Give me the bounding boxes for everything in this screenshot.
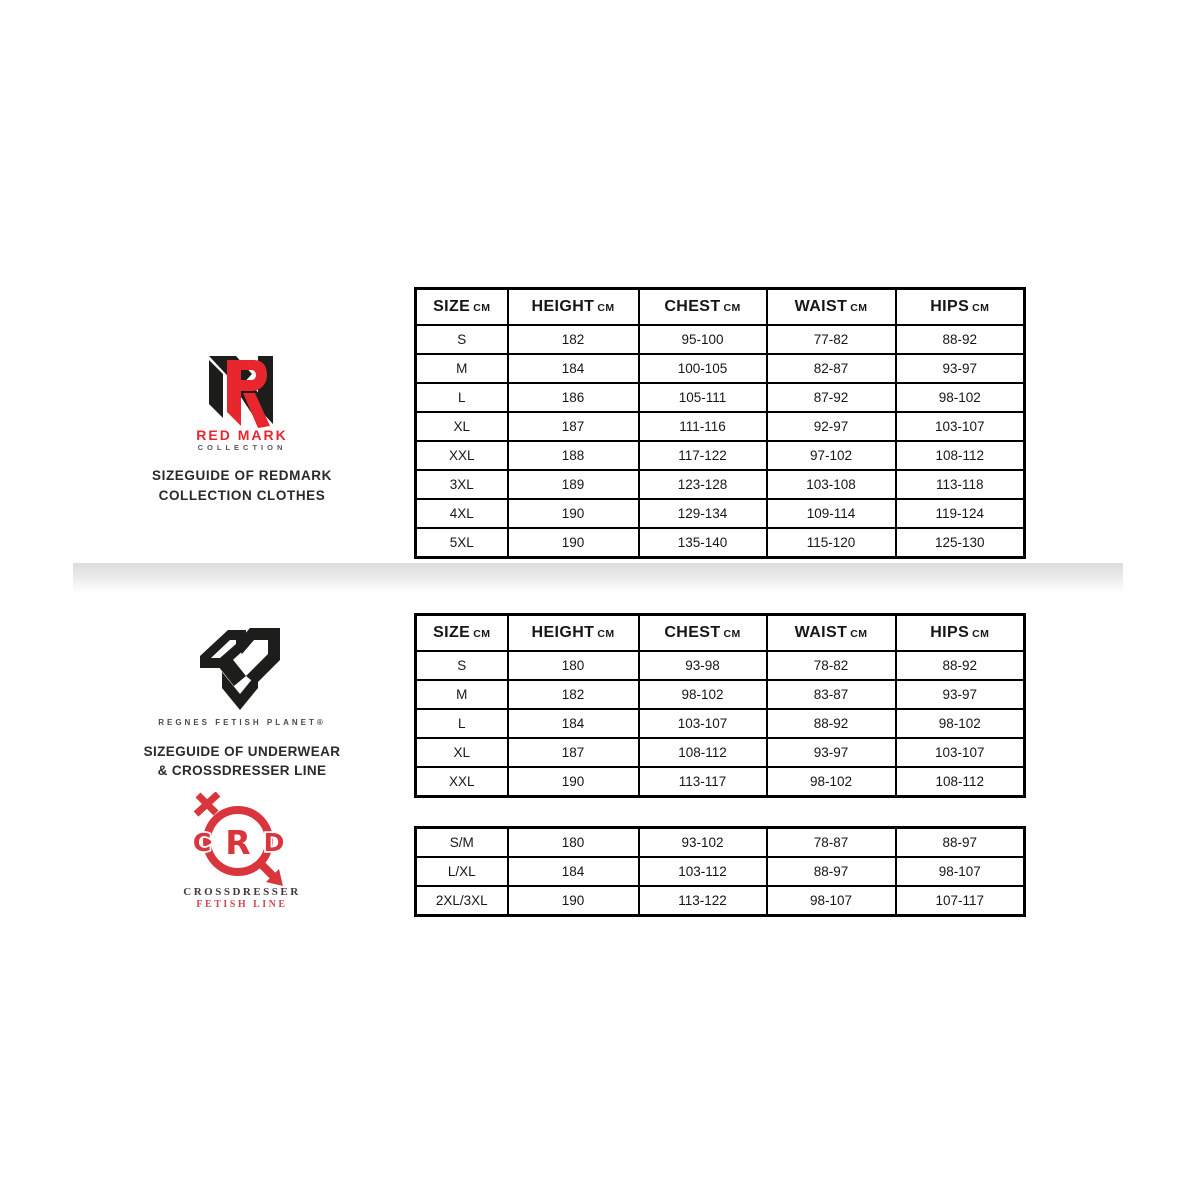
height-cell: 190 — [508, 767, 639, 797]
waist-cell: 78-82 — [767, 651, 896, 680]
chest-cell: 113-122 — [639, 886, 767, 916]
crossdresser-brand-line1: CROSSDRESSER — [183, 886, 301, 898]
hips-cell: 103-107 — [896, 412, 1025, 441]
size-cell: XL — [416, 412, 508, 441]
redmark-brand-name: RED MARK — [196, 427, 288, 443]
regnes-sizeguide-caption — [122, 742, 362, 780]
waist-cell: 88-97 — [767, 857, 896, 886]
size-cell: 3XL — [416, 470, 508, 499]
hips-cell: 93-97 — [896, 680, 1025, 709]
underwear-size-table — [414, 613, 1026, 798]
header-row — [416, 289, 1025, 326]
chest-cell: 93-98 — [639, 651, 767, 680]
hips-cell: 93-97 — [896, 354, 1025, 383]
waist-cell: 93-97 — [767, 738, 896, 767]
crd-letter-d: D — [263, 828, 285, 857]
hips-cell: 125-130 — [896, 528, 1025, 558]
chest-cell: 100-105 — [639, 354, 767, 383]
size-cell: 2XL/3XL — [416, 886, 508, 916]
size-cell: 4XL — [416, 499, 508, 528]
height-cell: 186 — [508, 383, 639, 412]
column-header-size: SIZE CM — [416, 289, 508, 326]
hips-cell: 119-124 — [896, 499, 1025, 528]
chest-cell: 111-116 — [639, 412, 767, 441]
height-cell: 182 — [508, 325, 639, 354]
crossdresser-size-table — [414, 826, 1026, 917]
hips-cell: 103-107 — [896, 738, 1025, 767]
size-cell: XXL — [416, 441, 508, 470]
waist-cell: 77-82 — [767, 325, 896, 354]
redmark-brand-subname: COLLECTION — [197, 443, 287, 452]
female-symbol-cross — [196, 794, 218, 814]
size-cell: M — [416, 680, 508, 709]
chest-cell: 98-102 — [639, 680, 767, 709]
waist-cell: 115-120 — [767, 528, 896, 558]
waist-cell: 98-102 — [767, 767, 896, 797]
table-row — [416, 354, 1025, 383]
size-cell: XXL — [416, 767, 508, 797]
chest-cell: 123-128 — [639, 470, 767, 499]
waist-cell: 97-102 — [767, 441, 896, 470]
height-cell: 187 — [508, 412, 639, 441]
waist-cell: 103-108 — [767, 470, 896, 499]
table-row — [416, 886, 1025, 916]
regnes-logo-icon — [192, 620, 288, 712]
height-cell: 184 — [508, 354, 639, 383]
height-cell: 190 — [508, 886, 639, 916]
redmark-logo-icon — [203, 350, 279, 428]
chest-cell: 105-111 — [639, 383, 767, 412]
waist-cell: 87-92 — [767, 383, 896, 412]
waist-cell: 98-107 — [767, 886, 896, 916]
crd-letter-c: C — [192, 828, 212, 857]
table-row — [416, 412, 1025, 441]
regnes-caption-line1: SIZEGUIDE OF UNDERWEAR — [143, 744, 341, 759]
height-cell: 190 — [508, 528, 639, 558]
column-header-height: HEIGHT CM — [508, 289, 639, 326]
chest-cell: 135-140 — [639, 528, 767, 558]
height-cell: 187 — [508, 738, 639, 767]
table-row — [416, 383, 1025, 412]
crd-letter-r: R — [225, 823, 251, 862]
height-cell: 184 — [508, 857, 639, 886]
table-row — [416, 828, 1025, 858]
size-cell: S — [416, 325, 508, 354]
height-cell: 180 — [508, 828, 639, 858]
chest-cell: 113-117 — [639, 767, 767, 797]
size-cell: XL — [416, 738, 508, 767]
redmark-caption-line2: COLLECTION CLOTHES — [158, 488, 326, 503]
column-header-size: SIZE CM — [416, 615, 508, 652]
waist-cell: 109-114 — [767, 499, 896, 528]
table-row — [416, 528, 1025, 558]
chest-cell: 117-122 — [639, 441, 767, 470]
crossdresser-logo-icon — [188, 792, 290, 886]
table-row — [416, 651, 1025, 680]
waist-cell: 82-87 — [767, 354, 896, 383]
crd-letters — [193, 823, 285, 862]
chest-cell: 93-102 — [639, 828, 767, 858]
size-cell: L — [416, 709, 508, 738]
rf-monogram — [200, 628, 280, 710]
chest-cell: 95-100 — [639, 325, 767, 354]
waist-cell: 78-87 — [767, 828, 896, 858]
height-cell: 184 — [508, 709, 639, 738]
chest-cell: 108-112 — [639, 738, 767, 767]
height-cell: 189 — [508, 470, 639, 499]
hips-cell: 113-118 — [896, 470, 1025, 499]
hips-cell: 108-112 — [896, 441, 1025, 470]
table-row — [416, 767, 1025, 797]
size-cell: M — [416, 354, 508, 383]
crossdresser-brand-line2: FETISH LINE — [196, 899, 288, 910]
waist-cell: 88-92 — [767, 709, 896, 738]
table-row — [416, 499, 1025, 528]
table-row — [416, 441, 1025, 470]
column-header-chest: CHEST CM — [639, 615, 767, 652]
section-divider-shadow — [73, 563, 1123, 592]
waist-cell: 83-87 — [767, 680, 896, 709]
table-row — [416, 857, 1025, 886]
header-row — [416, 615, 1025, 652]
table-row — [416, 680, 1025, 709]
regnes-brand-name: REGNES FETISH PLANET® — [158, 718, 326, 727]
table-row — [416, 709, 1025, 738]
height-cell: 188 — [508, 441, 639, 470]
chest-cell: 103-107 — [639, 709, 767, 738]
hips-cell: 88-92 — [896, 325, 1025, 354]
size-cell: S/M — [416, 828, 508, 858]
hips-cell: 98-102 — [896, 709, 1025, 738]
column-header-hips: HIPS CM — [896, 615, 1025, 652]
column-header-chest: CHEST CM — [639, 289, 767, 326]
chest-cell: 129-134 — [639, 499, 767, 528]
height-cell: 182 — [508, 680, 639, 709]
regnes-caption-line2: & CROSSDRESSER LINE — [157, 763, 327, 778]
hips-cell: 98-107 — [896, 857, 1025, 886]
column-header-hips: HIPS CM — [896, 289, 1025, 326]
column-header-waist: WAIST CM — [767, 615, 896, 652]
redmark-size-table — [414, 287, 1026, 559]
hips-cell: 88-97 — [896, 828, 1025, 858]
redmark-caption-line1: SIZEGUIDE OF REDMARK — [151, 468, 332, 483]
column-header-height: HEIGHT CM — [508, 615, 639, 652]
size-cell: L/XL — [416, 857, 508, 886]
hips-cell: 98-102 — [896, 383, 1025, 412]
hips-cell: 108-112 — [896, 767, 1025, 797]
table-row — [416, 470, 1025, 499]
male-symbol-arrow — [260, 863, 283, 886]
size-cell: 5XL — [416, 528, 508, 558]
size-cell: L — [416, 383, 508, 412]
hips-cell: 107-117 — [896, 886, 1025, 916]
table-row — [416, 325, 1025, 354]
chest-cell: 103-112 — [639, 857, 767, 886]
table-row — [416, 738, 1025, 767]
column-header-waist: WAIST CM — [767, 289, 896, 326]
height-cell: 180 — [508, 651, 639, 680]
height-cell: 190 — [508, 499, 639, 528]
waist-cell: 92-97 — [767, 412, 896, 441]
redmark-sizeguide-caption — [122, 466, 362, 506]
hips-cell: 88-92 — [896, 651, 1025, 680]
size-cell: S — [416, 651, 508, 680]
